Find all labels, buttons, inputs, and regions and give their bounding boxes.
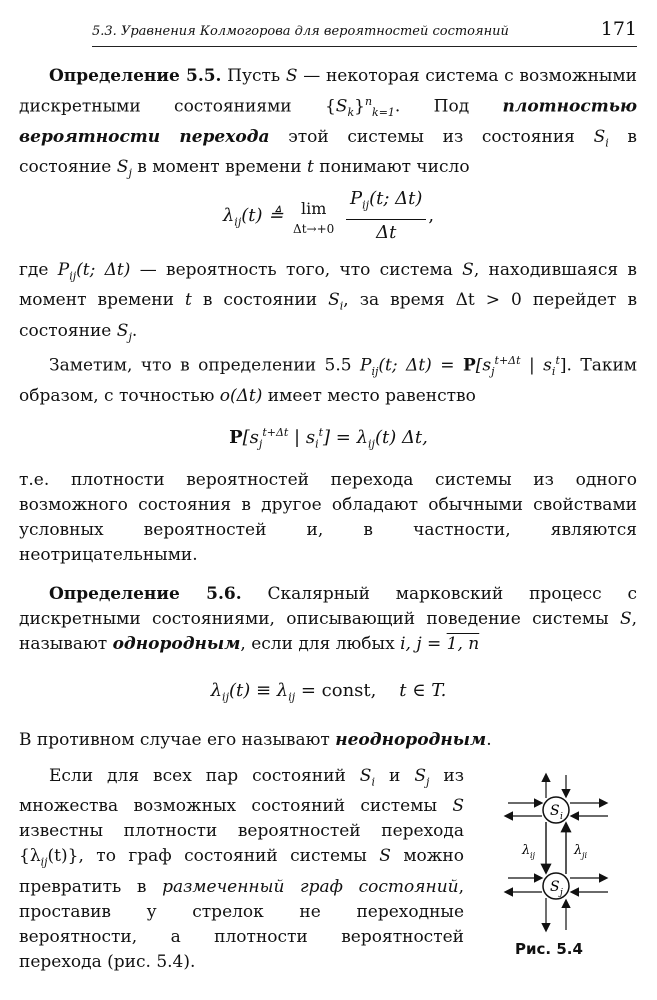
term-transition-density: плотностью вероятности перехода xyxy=(19,96,637,148)
math-sup: t+Δt xyxy=(494,354,521,367)
math-text: (t; Δt) xyxy=(76,260,131,280)
text: , если для любых xyxy=(240,634,401,654)
text: , за время Δt > 0 перейдет в состояние xyxy=(19,290,638,341)
running-title: 5.3. Уравнения Колмогорова для вероятностей состояний xyxy=(92,24,509,39)
math-var: i, j xyxy=(400,634,422,654)
rate-label-ji-sub: ji xyxy=(582,851,588,860)
text: Пусть xyxy=(221,66,286,86)
definition-5-5 xyxy=(19,64,637,186)
text: — некоторая система с возможными дискретными состояниями { xyxy=(19,66,637,117)
limit-label: lim xyxy=(300,198,327,218)
text: Если для всех пар состояний xyxy=(49,766,360,786)
math-sub: i xyxy=(371,775,375,789)
page-number: 171 xyxy=(600,18,637,40)
running-header xyxy=(92,18,637,47)
math-var: S xyxy=(619,609,632,629)
text: и xyxy=(374,766,415,786)
equation-homogeneous xyxy=(0,678,657,711)
math-sub: ij xyxy=(288,690,296,704)
text: в состояние xyxy=(19,127,638,178)
text: . xyxy=(486,730,492,750)
text: известны плотности вероятностей перехода {λ xyxy=(19,821,464,867)
math-var: S xyxy=(116,320,129,341)
math-text: | s xyxy=(288,427,316,448)
math-sub: j xyxy=(425,775,430,789)
math-text: [s xyxy=(242,427,259,448)
math-sub: k xyxy=(347,106,355,120)
term-homogeneous: однородным xyxy=(112,634,241,654)
math-var: S xyxy=(285,66,298,86)
text: (t)}, то граф состояний системы xyxy=(47,846,380,867)
math-var: λ xyxy=(210,680,223,701)
figure-caption: Рис. 5.4 xyxy=(515,940,583,958)
math-var: S xyxy=(462,260,474,280)
math-text: (t) ≡ λ xyxy=(228,680,289,701)
rate-label-ij-sub: ij xyxy=(530,851,536,860)
math-sup: n xyxy=(364,95,373,108)
math-sub: j xyxy=(128,330,132,344)
text: , находившаяся в момент времени xyxy=(19,260,637,311)
math-text: t ∈ T. xyxy=(399,680,447,701)
text: понимают число xyxy=(313,157,470,178)
paragraph-remark xyxy=(19,348,637,409)
state-node-sj-label: S xyxy=(550,879,560,895)
math-sub: ij xyxy=(222,690,229,704)
math-sub: j xyxy=(258,437,263,451)
text: . xyxy=(131,320,138,341)
math-sub: i xyxy=(315,437,319,451)
math-sup: t xyxy=(318,426,324,439)
term-labeled-graph: размеченный граф состояний xyxy=(162,876,459,897)
text: . Под xyxy=(394,96,503,117)
text: } xyxy=(354,96,365,117)
math-var: P xyxy=(350,188,363,209)
text: , называют xyxy=(19,609,637,654)
text: этой системы из состояния xyxy=(269,127,594,148)
math-sub: ij xyxy=(40,855,48,869)
math-text: (t; Δt) = xyxy=(378,355,463,376)
math-text: = xyxy=(421,634,447,654)
math-text: , xyxy=(428,204,435,226)
denominator: Δt xyxy=(376,221,397,243)
math-var: t xyxy=(184,290,192,311)
definition-label: Определение 5.6. xyxy=(49,584,242,604)
math-var: P xyxy=(57,260,70,280)
math-sub: i xyxy=(339,299,344,313)
math-var: P xyxy=(360,355,372,376)
state-node-si-label: S xyxy=(550,803,560,819)
math-sub: j xyxy=(128,166,132,180)
equation-conditional-probability xyxy=(0,420,657,458)
math-text: | s xyxy=(520,355,552,376)
text: , проставив у стрелок не переходные вероятности, а плотности вероятностей перехода (рис. 5.4). xyxy=(19,876,464,972)
math-range: 1, n xyxy=(446,634,480,654)
rate-label-ij: λ xyxy=(522,843,531,858)
text: В противном случае его называют xyxy=(19,730,336,750)
math-var: S xyxy=(379,846,391,867)
paragraph-definition-explained xyxy=(19,258,637,349)
state-node-si-sub: i xyxy=(560,812,563,822)
math-sub: ij xyxy=(368,437,375,451)
text: Таким образом, с точностью xyxy=(19,355,638,407)
math-text: [s xyxy=(475,355,492,376)
math-sub: ij xyxy=(234,215,242,229)
math-sub: ij xyxy=(69,269,77,283)
math-var: S xyxy=(116,157,129,178)
term-nonhomogeneous: неоднородным xyxy=(335,730,487,750)
math-var: S xyxy=(593,127,606,148)
text: имеет место равенство xyxy=(262,386,476,407)
math-text: ] = λ xyxy=(323,427,368,448)
text: где xyxy=(19,260,58,280)
state-node-sj-sub: j xyxy=(560,888,563,898)
probability-symbol: P xyxy=(462,355,476,376)
math-sub: i xyxy=(605,136,609,150)
math-var: S xyxy=(328,290,340,311)
paragraph-labeled-graph xyxy=(19,764,464,975)
text: из множества возможных состояний системы xyxy=(19,766,464,817)
math-text: (t; Δt) xyxy=(369,188,423,209)
fraction xyxy=(346,186,426,246)
probability-symbol: P xyxy=(229,427,243,448)
math-sub: j xyxy=(491,365,495,379)
text: — вероятность того, что система xyxy=(130,260,463,280)
rate-label-ji: λ xyxy=(574,843,583,858)
math-sup: t+Δt xyxy=(262,426,289,439)
text: в момент времени xyxy=(131,157,307,178)
limit-operator xyxy=(293,196,334,236)
math-sub: ij xyxy=(371,365,379,379)
definition-5-6 xyxy=(19,582,637,657)
math-var: t xyxy=(306,157,314,178)
math-text: = const, xyxy=(295,680,377,701)
math-var: λ xyxy=(222,204,235,226)
text: Заметим, что в определении 5.5 xyxy=(49,355,361,376)
math-sub: k=1 xyxy=(372,106,395,120)
math-var: S xyxy=(414,766,426,786)
math-text: ]. xyxy=(559,355,572,376)
text: в состоянии xyxy=(191,290,329,311)
math-var: S xyxy=(452,796,464,817)
text: можно превратить в xyxy=(19,846,464,897)
math-text: (t) ≜ xyxy=(241,204,290,226)
numerator xyxy=(346,186,426,220)
math-var: S xyxy=(335,96,348,117)
math-sub: ij xyxy=(362,198,370,212)
math-var: S xyxy=(359,766,372,786)
math-text: o(Δt) xyxy=(219,386,263,407)
text: Скалярный марковский процесс с дискретными состояниями, описывающий поведение системы xyxy=(19,584,637,629)
math-text: (t) Δt, xyxy=(374,427,428,448)
math-sub: i xyxy=(551,365,556,379)
limit-subscript: Δt→+0 xyxy=(293,221,335,236)
paragraph-properties: т.е. плотности вероятностей перехода системы из одного возможного состояния в другое обладают обычными свойствами условных вероятностей и, в частности, являются неотрицательными. xyxy=(19,470,637,565)
paragraph-nonhomogeneous xyxy=(19,728,637,753)
definition-label: Определение 5.5. xyxy=(49,66,222,86)
equation-transition-density xyxy=(0,186,657,246)
math-sup: t xyxy=(555,354,560,367)
